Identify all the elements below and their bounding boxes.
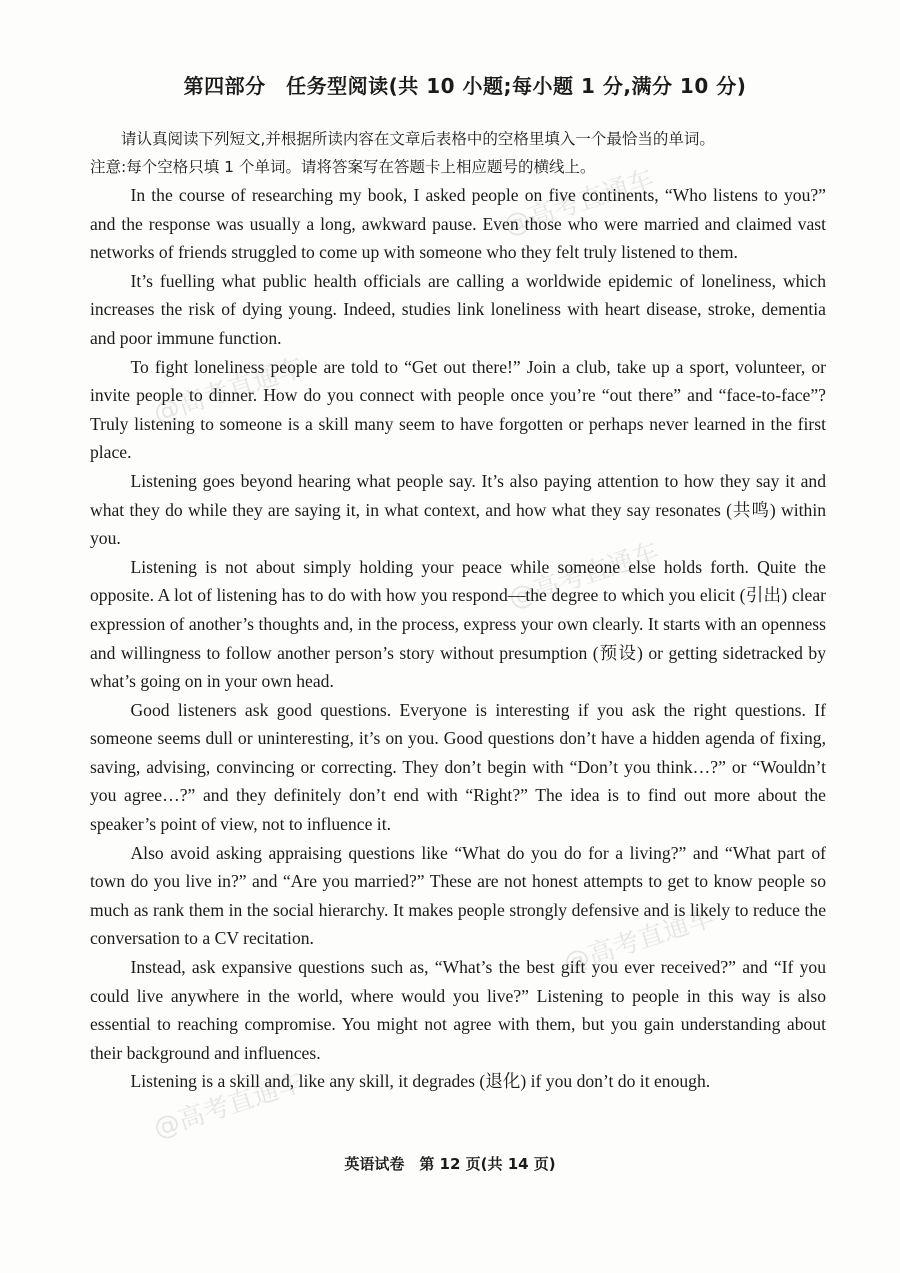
watermark: @高考直通车 (504, 537, 663, 615)
passage-paragraph: Listening is not about simply holding your peace while someone else holds forth. Quite the opposite. A lot of listening has to do with how you respond—the degree to which you elicit (引出) clear expression of another’s thoughts and, in the process, express your own clearly. It starts with an openness and willingness to follow another person’s story without presumption (预设) or getting sidetracked by what’s going on in your own head. (90, 556, 826, 692)
passage-paragraph: In the course of researching my book, I asked people on five continents, “Who listens to you?” and the response was usually a long, awkward pause. Even those who were married and claimed vast networks of friends struggled to come up with someone who they felt truly listened to them. (90, 185, 826, 263)
passage-paragraph: Listening goes beyond hearing what people say. It’s also paying attention to how they say it and what they do while they are saying it, in what context, and how what they say resonates (共鸣) within you. (90, 470, 826, 549)
watermark: @高考直通车 (149, 352, 308, 430)
passage-paragraph: To fight loneliness people are told to “Get out there!” Join a club, take up a sport, volunteer, or invite people to dinner. How do you connect with people once you’re “out there” and “face-to-face”? Truly listening to someone is a skill many seem to have forgotten or perhaps never learned in the first place. (90, 356, 826, 463)
watermark: @高考直通车 (559, 902, 718, 980)
page-footer: 英语试卷 第 12 页(共 14 页) (344, 1155, 556, 1173)
passage-paragraph: Instead, ask expansive questions such as, “What’s the best gift you ever received?” and “If you could live anywhere in the world, where would you live?” Listening to people in this way is also essential to reaching compromise. You might not agree with them, but you gain understanding about their background and influences. (90, 957, 826, 1063)
section-title: 第四部分 任务型阅读(共 10 小题;每小题 1 分,满分 10 分) (183, 74, 747, 98)
passage-paragraph: Good listeners ask good questions. Everyone is interesting if you ask the right questions. If someone seems dull or uninteresting, it’s on you. Good questions don’t have a hidden agenda of fixing, saving, advising, convincing or correcting. They don’t begin with “Don’t you think…?” or “Wouldn’t you agree…?” and they definitely don’t end with “Right?” The idea is to find out more about the speaker’s point of view, not to influence it. (90, 699, 826, 835)
watermark: @高考直通车 (149, 1067, 308, 1145)
instruction-text: 请认真阅读下列短文,并根据所读内容在文章后表格中的空格里填入一个最恰当的单词。 (121, 130, 715, 148)
watermark: @高考直通车 (499, 164, 658, 242)
instruction-note: 注意:每个空格只填 1 个单词。请将答案写在答题卡上相应题号的横线上。 (90, 157, 596, 176)
passage-paragraph: It’s fuelling what public health officials are calling a worldwide epidemic of loneliness, which increases the risk of dying young. Indeed, studies link loneliness with heart disease, stroke, dementia and poor immune function. (90, 270, 826, 348)
passage-paragraph: Listening is a skill and, like any skill, it degrades (退化) if you don’t do it enough. (130, 1071, 711, 1092)
passage-content (90, 126, 826, 1096)
passage-paragraph: Also avoid asking appraising questions like “What do you do for a living?” and “What part of town do you live in?” and “Are you married?” These are not honest attempts to get to know people so much as rank them in the social hierarchy. It makes people strongly defensive and is likely to reduce the conversation to a CV recitation. (90, 842, 826, 949)
